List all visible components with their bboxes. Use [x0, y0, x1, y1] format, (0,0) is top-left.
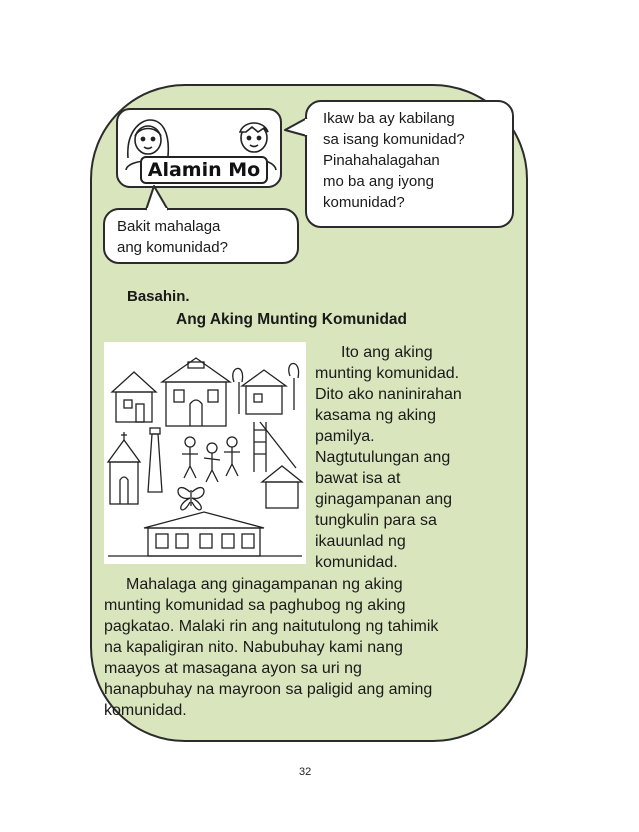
bubble-line: mo ba ang iyong	[323, 173, 434, 190]
bubble-tail	[283, 116, 309, 140]
bubble-line: sa isang komunidad?	[323, 131, 465, 148]
paragraph-line: Mahalaga ang ginagampanan ng aking	[126, 576, 403, 593]
bubble-line: Bakit mahalaga	[117, 218, 221, 235]
community-drawing	[104, 342, 306, 564]
paragraph-line: na kapaligiran nito. Nabubuhay kami nang	[104, 639, 403, 656]
bubble-tail-2	[142, 184, 172, 212]
paragraph-line: ginagampanan ang	[315, 491, 453, 508]
paragraph-line: Dito ako naninirahan	[315, 386, 462, 403]
bubble-line: Pinahahalagahan	[323, 152, 440, 169]
paragraph-line: Nagtutulungan ang	[315, 449, 451, 466]
paragraph-line: pamilya.	[315, 428, 375, 445]
section-label: Alamin Mo	[140, 156, 268, 184]
speech-bubble-question	[305, 100, 514, 228]
paragraph-line: tungkulin para sa	[315, 512, 437, 529]
paragraph-line: kasama ng aking	[315, 407, 436, 424]
bubble-line: Ikaw ba ay kabilang	[323, 110, 455, 127]
speech-bubble-question-2	[103, 208, 299, 264]
paragraph-line: munting komunidad.	[315, 365, 460, 382]
paragraph-line: pagkatao. Malaki rin ang naitutulong ng tahimik	[104, 618, 439, 635]
paragraph-line: bawat isa at	[315, 470, 401, 487]
paragraph-line: maayos at masagana ayon sa uri ng	[104, 660, 362, 677]
bubble-line: komunidad?	[323, 194, 405, 211]
alamin-mo-badge	[116, 108, 282, 188]
paragraph-line: Ito ang aking	[341, 344, 433, 361]
page-number: 32	[299, 766, 312, 778]
paragraph-line: komunidad.	[315, 554, 398, 571]
bubble-line: ang komunidad?	[117, 239, 228, 256]
instruction-heading: Basahin.	[127, 288, 190, 305]
paragraph-line: munting komunidad sa paghubog ng aking	[104, 597, 406, 614]
story-intro-paragraph	[315, 342, 515, 573]
paragraph-line: hanapbuhay na mayroon sa paligid ang aming	[104, 681, 433, 698]
paragraph-line: ikauunlad ng	[315, 533, 406, 550]
paragraph-line: komunidad.	[104, 702, 187, 719]
community-illustration	[104, 342, 306, 564]
story-body-paragraph	[104, 574, 524, 721]
story-title: Ang Aking Munting Komunidad	[176, 311, 408, 328]
